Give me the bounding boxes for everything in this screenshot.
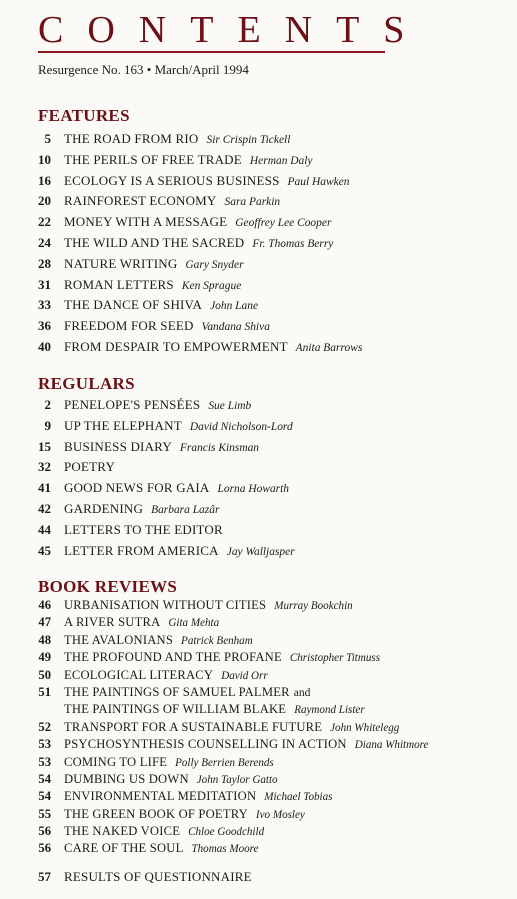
title-rule (38, 51, 385, 53)
page-number: 54 (38, 771, 51, 786)
page-number: 56 (38, 824, 51, 839)
author-name: Francis Kinsman (179, 441, 260, 454)
list-item[interactable] (0, 788, 517, 805)
list-item[interactable] (0, 701, 517, 718)
page-number: 32 (38, 459, 51, 475)
article-title: POETRY (64, 459, 116, 475)
article-title: CARE OF THE SOUL (64, 841, 184, 856)
author-name: Murray Bookchin (274, 600, 353, 612)
author-name: David Orr (221, 669, 268, 682)
page-number: 36 (38, 318, 51, 334)
list-item[interactable] (0, 478, 517, 499)
author-name: Thomas Moore (191, 843, 259, 856)
list-item[interactable] (0, 719, 517, 736)
article-title: GOOD NEWS FOR GAIA (64, 480, 210, 496)
author-name: John Whitelegg (330, 721, 400, 734)
article-title: RESULTS OF QUESTIONNAIRE (64, 869, 252, 884)
author-name: Michael Tobias (264, 791, 333, 804)
author-name: Raymond Lister (294, 704, 365, 717)
list-item[interactable] (0, 395, 517, 416)
features-list (0, 129, 517, 358)
list-item[interactable] (0, 337, 517, 358)
list-item[interactable] (0, 295, 517, 316)
article-title: TRANSPORT FOR A SUSTAINABLE FUTURE (64, 719, 323, 734)
author-name: Herman Daly (249, 154, 313, 167)
page-number: 51 (38, 684, 51, 699)
article-title: ECOLOGY IS A SERIOUS BUSINESS (64, 172, 280, 188)
article-title: PENELOPE'S PENSÉES (64, 397, 201, 412)
page-number: 28 (38, 255, 51, 271)
author-name: Paul Hawken (287, 175, 350, 188)
list-item[interactable] (0, 736, 517, 753)
page-number: 24 (38, 234, 51, 250)
list-item[interactable] (0, 150, 517, 171)
page-number: 42 (38, 500, 51, 516)
page-number: 56 (38, 841, 51, 856)
book-reviews-heading: BOOK REVIEWS (38, 577, 178, 596)
list-item[interactable] (0, 457, 517, 478)
article-title: THE GREEN BOOK OF POETRY (64, 806, 248, 821)
page-number: 10 (38, 151, 51, 167)
author-name: Patrick Benham (181, 634, 253, 647)
author-name: John Lane (210, 300, 259, 313)
article-title: FREEDOM FOR SEED (64, 318, 194, 334)
list-item[interactable] (0, 129, 517, 150)
article-title: FROM DESPAIR TO EMPOWERMENT (64, 338, 288, 354)
list-item[interactable] (0, 684, 517, 701)
regulars-list (0, 395, 517, 561)
author-name: Fr. Thomas Berry (252, 237, 334, 250)
author-name: Jay Walljasper (226, 545, 295, 558)
regulars-heading: REGULARS (38, 374, 135, 393)
author-name: Barbara Lazâr (151, 503, 220, 516)
page-number: 52 (38, 719, 51, 734)
page-number: 2 (44, 397, 51, 412)
article-title: THE WILD AND THE SACRED (64, 234, 245, 250)
list-item[interactable] (0, 614, 517, 631)
article-title: THE DANCE OF SHIVA (64, 297, 203, 313)
list-item[interactable] (0, 437, 517, 458)
article-title: DUMBING US DOWN (64, 771, 189, 786)
author-name: Ivo Mosley (255, 808, 305, 821)
list-item[interactable] (0, 171, 517, 192)
title-joiner: and (293, 685, 311, 699)
list-item[interactable] (0, 541, 517, 562)
list-item[interactable] (0, 597, 517, 614)
article-title: MONEY WITH A MESSAGE (64, 214, 228, 230)
article-title: URBANISATION WITHOUT CITIES (64, 598, 267, 612)
page-number: 41 (38, 480, 51, 496)
author-name: Polly Berrien Berends (175, 756, 274, 769)
list-item[interactable] (0, 867, 517, 888)
article-title: ROMAN LETTERS (64, 276, 174, 292)
list-item[interactable] (0, 754, 517, 771)
list-item[interactable] (0, 823, 517, 840)
author-name: Gary Snyder (185, 258, 244, 271)
article-title: COMING TO LIFE (64, 754, 168, 769)
author-name: Christopher Titmuss (289, 652, 381, 665)
article-title: NATURE WRITING (64, 255, 178, 271)
closing-entry (0, 867, 517, 888)
page-number: 46 (38, 598, 51, 612)
list-item[interactable] (0, 191, 517, 212)
page-number: 31 (38, 276, 51, 292)
page-number: 55 (38, 806, 51, 821)
author-name: Sir Crispin Tickell (206, 134, 291, 146)
author-name: David Nicholson-Lord (189, 420, 293, 433)
list-item[interactable] (0, 499, 517, 520)
author-name: Vandana Shiva (201, 321, 270, 334)
page-number: 20 (38, 193, 51, 209)
article-title: THE PAINTINGS OF WILLIAM BLAKE (64, 702, 287, 717)
page-number: 53 (38, 737, 51, 752)
article-title: ENVIRONMENTAL MEDITATION (64, 789, 257, 804)
page-number: 44 (38, 521, 51, 537)
article-title: UP THE ELEPHANT (64, 417, 182, 433)
article-title: LETTERS TO THE EDITOR (64, 521, 223, 537)
author-name: Geoffrey Lee Cooper (235, 217, 332, 230)
author-name: Sue Limb (208, 400, 252, 412)
page-title: CONTENTS (38, 9, 429, 51)
list-item[interactable] (0, 416, 517, 437)
list-item[interactable] (0, 275, 517, 296)
page-number: 50 (38, 667, 51, 682)
article-title: A RIVER SUTRA (64, 615, 161, 630)
list-item[interactable] (0, 212, 517, 233)
features-heading: FEATURES (38, 106, 130, 125)
list-item[interactable] (0, 806, 517, 823)
article-title: THE PROFOUND AND THE PROFANE (64, 650, 282, 665)
page-number: 49 (38, 650, 51, 665)
list-item[interactable] (0, 254, 517, 275)
page-number: 54 (38, 789, 51, 804)
article-title: THE AVALONIANS (64, 632, 174, 647)
author-name: Anita Barrows (295, 341, 363, 354)
article-title: THE NAKED VOICE (64, 824, 181, 839)
article-title: BUSINESS DIARY (64, 438, 172, 454)
author-name: John Taylor Gatto (196, 773, 278, 786)
page-number: 40 (38, 338, 51, 354)
author-name: Gita Mehta (168, 617, 220, 630)
article-title: THE PERILS OF FREE TRADE (64, 151, 242, 167)
page-number: 9 (44, 417, 51, 433)
issue-line: Resurgence No. 163 • March/April 1994 (38, 62, 249, 77)
article-title: THE ROAD FROM RIO (64, 131, 199, 146)
article-title: ECOLOGICAL LITERACY (64, 667, 214, 682)
page-number: 48 (38, 632, 51, 647)
article-title: LETTER FROM AMERICA (64, 542, 219, 558)
list-item[interactable] (0, 649, 517, 666)
page-number: 5 (44, 131, 51, 146)
article-title: GARDENING (64, 500, 144, 516)
page-number: 33 (38, 297, 51, 313)
list-item[interactable] (0, 233, 517, 254)
author-name: Chloe Goodchild (188, 826, 265, 839)
list-item[interactable] (0, 520, 517, 541)
book-reviews-list (0, 597, 517, 858)
page-number: 22 (38, 214, 51, 230)
author-name: Lorna Howarth (217, 483, 290, 496)
page-number: 16 (38, 172, 51, 188)
list-item[interactable] (0, 771, 517, 788)
page-number: 57 (38, 869, 51, 884)
list-item[interactable] (0, 667, 517, 684)
article-title: RAINFOREST ECONOMY (64, 193, 217, 209)
article-title: PSYCHOSYNTHESIS COUNSELLING IN ACTION (64, 737, 347, 752)
author-name: Diana Whitmore (354, 739, 429, 752)
article-title: THE PAINTINGS OF SAMUEL PALMER (64, 684, 290, 699)
author-name: Sara Parkin (224, 196, 281, 209)
list-item[interactable] (0, 840, 517, 857)
page-number: 15 (38, 438, 51, 454)
list-item[interactable] (0, 632, 517, 649)
author-name: Ken Sprague (181, 279, 242, 292)
page-number: 53 (38, 754, 51, 769)
page-number: 47 (38, 615, 51, 630)
list-item[interactable] (0, 316, 517, 337)
page-number: 45 (38, 542, 51, 558)
